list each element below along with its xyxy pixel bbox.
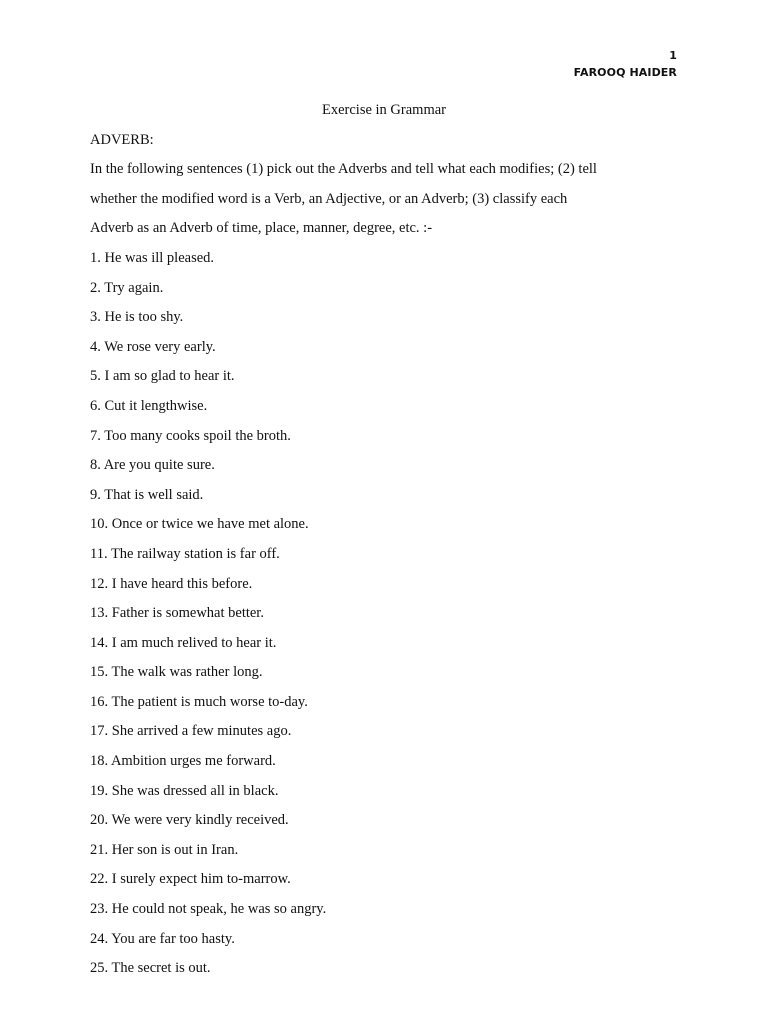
exercise-item: 7. Too many cooks spoil the broth.: [90, 427, 291, 444]
exercise-item: 4. We rose very early.: [90, 338, 216, 355]
exercise-item: 8. Are you quite sure.: [90, 457, 215, 474]
page-header: [574, 47, 677, 81]
exercise-item: 19. She was dressed all in black.: [90, 782, 279, 799]
exercise-item: 17. She arrived a few minutes ago.: [90, 723, 292, 740]
exercise-item: 18. Ambition urges me forward.: [90, 753, 276, 770]
exercise-item: 15. The walk was rather long.: [90, 664, 263, 681]
instructions: [90, 155, 690, 244]
exercise-item: 9. That is well said.: [90, 486, 204, 503]
exercise-item: 5. I am so glad to hear it.: [90, 368, 235, 385]
exercise-item: 11. The railway station is far off.: [90, 545, 280, 562]
exercise-item: 21. Her son is out in Iran.: [90, 841, 239, 858]
exercise-item: 1. He was ill pleased.: [90, 249, 215, 266]
exercise-item: 12. I have heard this before.: [90, 575, 253, 592]
instruction-line: In the following sentences (1) pick out the Adverbs and tell what each modifies; (2) tell: [90, 161, 597, 178]
exercise-item: 23. He could not speak, he was so angry.: [90, 901, 327, 918]
page-number: 1: [669, 49, 677, 62]
exercise-item: 3. He is too shy.: [90, 309, 184, 326]
exercise-item: 25. The secret is out.: [90, 960, 211, 977]
exercise-item: 6. Cut it lengthwise.: [90, 397, 208, 414]
document-body: [90, 96, 690, 984]
instruction-line: whether the modified word is a Verb, an Adjective, or an Adverb; (3) classify each: [90, 190, 568, 207]
exercise-item: 20. We were very kindly received.: [90, 812, 289, 829]
section-heading: ADVERB:: [90, 131, 154, 148]
exercise-item: 10. Once or twice we have met alone.: [90, 516, 309, 533]
instruction-line: Adverb as an Adverb of time, place, manner, degree, etc. :-: [90, 220, 433, 237]
document-title: Exercise in Grammar: [321, 102, 446, 118]
exercise-item: 13. Father is somewhat better.: [90, 605, 264, 622]
exercise-list: [90, 244, 690, 984]
exercise-item: 22. I surely expect him to-marrow.: [90, 871, 291, 888]
exercise-item: 16. The patient is much worse to-day.: [90, 693, 308, 710]
exercise-item: 24. You are far too hasty.: [90, 930, 235, 947]
exercise-item: 2. Try again.: [90, 279, 164, 296]
exercise-item: 14. I am much relived to hear it.: [90, 634, 277, 651]
author-name: FAROOQ HAIDER: [573, 66, 677, 79]
